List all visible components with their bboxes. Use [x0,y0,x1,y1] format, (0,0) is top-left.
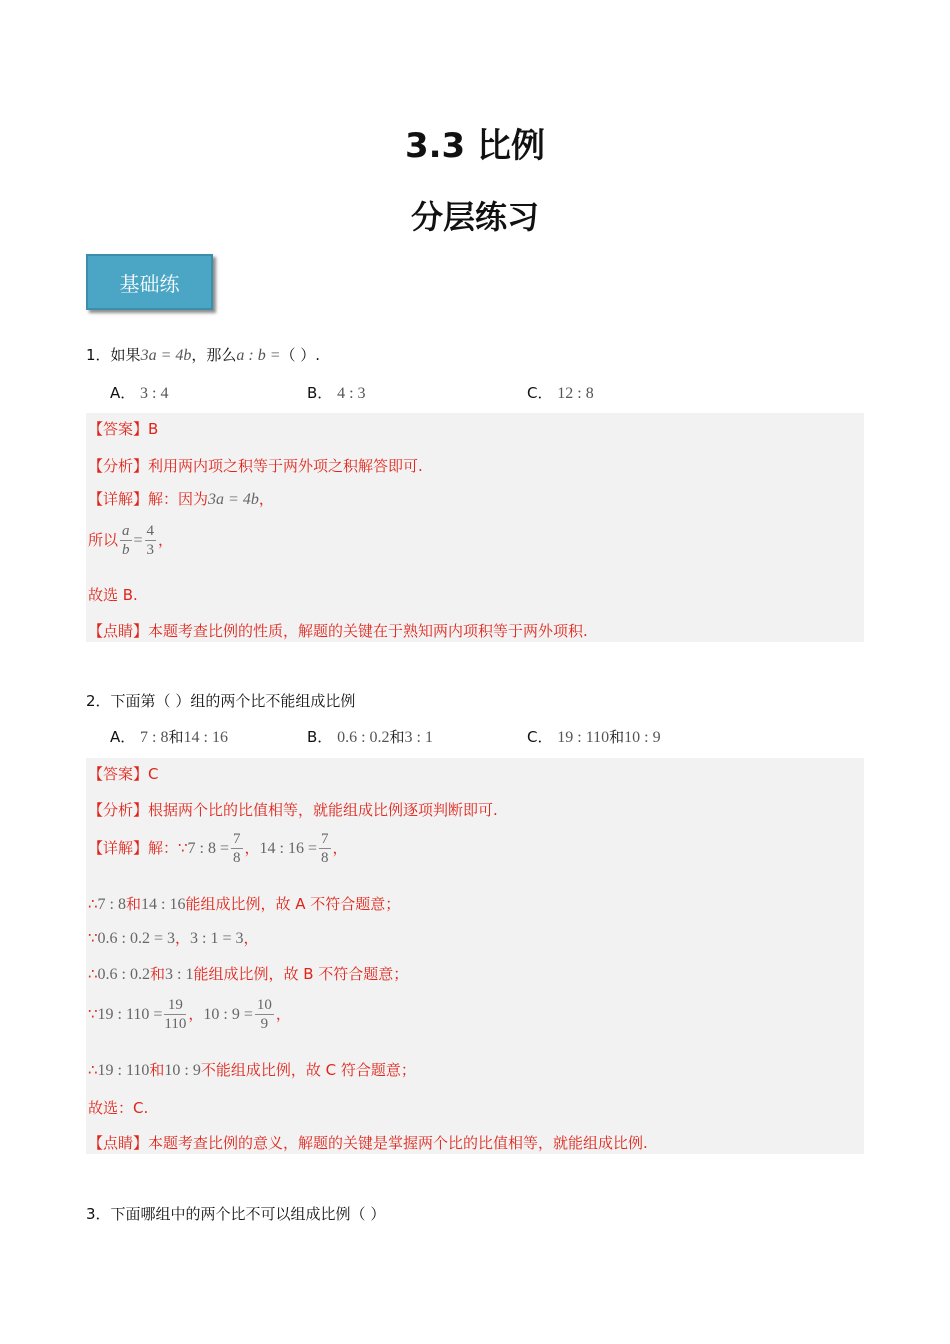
page-subtitle: 分层练习 [410,198,539,236]
q1-comment: 【点睛】本题考查比例的性质，解题的关键在于熟知两内项积等于两外项积. [88,622,588,640]
section-tag-basic: 基础练 [86,254,213,310]
q2-detail-6: ∴19 : 110和10 : 9不能组成比例，故 C 符合题意； [88,1061,416,1079]
fraction: $\frac{19}{110}$ [164,997,187,1032]
q2-choose: 故选：C. [88,1099,149,1117]
question-3: 3．下面哪组中的两个比不可以组成比例（ ） [86,1205,386,1223]
q1-detail-so: 所以 $\frac{a}{b}$ = $\frac{4}{3}$ ， [88,523,174,558]
q1-answer: 【答案】B [88,420,159,438]
question-1: 1．如果3a = 4b，那么a : b =（ ）. [86,346,321,364]
q1-analysis: 【分析】利用两内项之积等于两外项之积解答即可. [88,457,423,475]
question-number: 2． [86,692,111,710]
q2-option-a[interactable]: A． 7 : 8和14 : 16 [110,728,228,746]
question-number: 3． [86,1205,111,1223]
question-2: 2．下面第（ ）组的两个比不能组成比例 [86,692,356,710]
page-title: 3.3 比例 [404,126,546,166]
q1-detail: 【详解】解：因为3a = 4b， [88,490,274,508]
q1-option-b[interactable]: B． 4 : 3 [307,384,366,402]
q2-detail-1: 【详解】解：∵7 : 8 = $\frac{7}{8}$ ，14 : 16 = $\frac{7}{8}$ ， [88,831,348,866]
fraction: $\frac{4}{3}$ [146,523,155,558]
q2-detail-5: ∵19 : 110 = $\frac{19}{110}$ ，10 : 9 = $\frac{10}{9}$ ， [88,997,291,1032]
q2-detail-4: ∴0.6 : 0.2和3 : 1能组成比例，故 B 不符合题意； [88,965,409,983]
q2-detail-3: ∵0.6 : 0.2 = 3，3 : 1 = 3， [88,929,259,947]
fraction: $\frac{7}{8}$ [321,831,329,866]
q1-solution-box [86,413,864,642]
q2-comment: 【点睛】本题考查比例的意义，解题的关键是掌握两个比的比值相等，就能组成比例. [88,1134,648,1152]
q1-choose: 故选 B. [88,586,138,604]
q2-detail-2: ∴7 : 8和14 : 16能组成比例，故 A 不符合题意； [88,895,401,913]
q1-option-a[interactable]: A． 3 : 4 [110,384,169,402]
q2-option-c[interactable]: C． 19 : 110和10 : 9 [527,728,661,746]
question-number: 1． [86,346,111,364]
fraction: $\frac{7}{8}$ [233,831,241,866]
fraction: $\frac{a}{b}$ [122,523,130,558]
q2-answer: 【答案】C [88,765,159,783]
fraction: $\frac{10}{9}$ [256,997,272,1032]
q2-option-b[interactable]: B． 0.6 : 0.2和3 : 1 [307,728,433,746]
q1-option-c[interactable]: C． 12 : 8 [527,384,594,402]
q2-analysis: 【分析】根据两个比的比值相等，就能组成比例逐项判断即可. [88,801,498,819]
